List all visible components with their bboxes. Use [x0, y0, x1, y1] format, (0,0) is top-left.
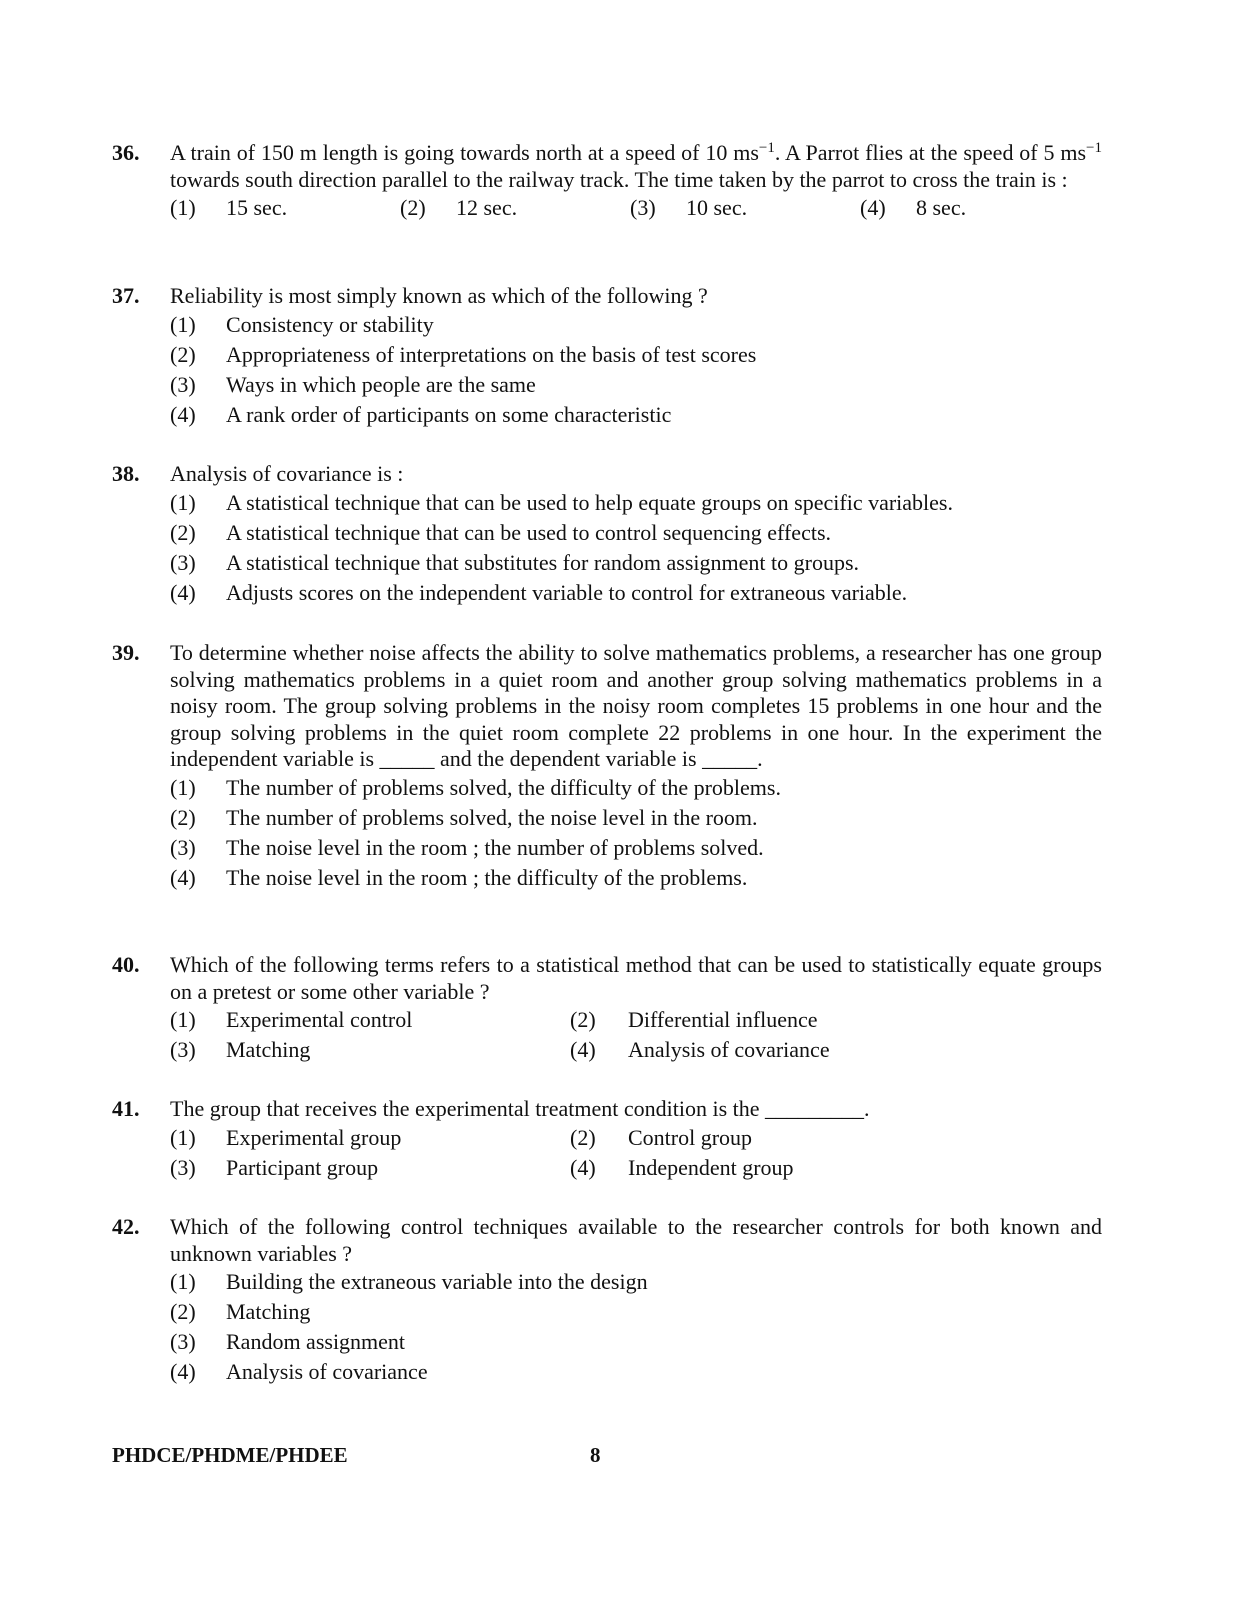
- option: (2) Appropriateness of interpretations on the basis of test scores: [170, 341, 757, 367]
- option: (1) Consistency or stability: [170, 311, 434, 337]
- option-text: Matching: [226, 1037, 311, 1062]
- question-38: [112, 461, 1102, 608]
- option: (1) The number of problems solved, the difficulty of the problems.: [170, 774, 781, 800]
- option: (1) A statistical technique that can be used to help equate groups on specific variables.: [170, 489, 953, 515]
- option-number: (3): [170, 1037, 196, 1062]
- option-number: (1): [170, 195, 196, 220]
- question-39: [112, 640, 1102, 893]
- question-40: [112, 952, 1102, 1065]
- option: (4) Adjusts scores on the independent variable to control for extraneous variable.: [170, 579, 908, 605]
- options-row: [170, 1005, 1102, 1035]
- question-36: [112, 140, 1102, 223]
- options-row: [170, 193, 1102, 223]
- question-number: 38.: [112, 461, 140, 486]
- option: (2) Matching: [170, 1299, 311, 1324]
- paper-code: PHDCE/PHDME/PHDEE: [112, 1443, 348, 1467]
- option-text: Analysis of covariance: [628, 1037, 830, 1062]
- question-text: To determine whether noise affects the ability to solve mathematics problems, a researcher has one group solving mathematics problems in a quiet room and another group solving mathematics problems in a noisy room. The group solving problems in the noisy room completes 15 problems in one hour and the group solving problems in the quiet room complete 22 problems in one hour. In the experiment the independent variable is _____ and the dependent variable is _____.: [170, 640, 1102, 771]
- question-42: [112, 1214, 1102, 1387]
- option-number: (4): [570, 1154, 596, 1180]
- option-number: (4): [860, 195, 886, 220]
- option: (3) A statistical technique that substitutes for random assignment to groups.: [170, 549, 860, 575]
- option-text: 15 sec.: [226, 195, 288, 220]
- option-text: 12 sec.: [456, 195, 518, 220]
- question-number: 36.: [112, 140, 140, 165]
- page-number: 8: [590, 1443, 601, 1467]
- question-number: 41.: [112, 1096, 140, 1121]
- option: (1) Building the extraneous variable into the design: [170, 1269, 648, 1294]
- option-text: Control group: [628, 1124, 753, 1150]
- option-number: (1): [170, 1007, 196, 1032]
- option-text: 8 sec.: [916, 195, 967, 220]
- question-number: 42.: [112, 1214, 140, 1239]
- question-text: The group that receives the experimental treatment condition is the _________.: [170, 1096, 870, 1121]
- question-number: 40.: [112, 952, 140, 977]
- option-text: Experimental group: [226, 1124, 402, 1150]
- option-number: (2): [570, 1124, 596, 1150]
- question-text: Reliability is most simply known as which of the following ?: [170, 283, 708, 308]
- question-text: Which of the following control techniques available to the researcher controls for both known and unknown variables ?: [170, 1214, 1102, 1266]
- options-row: [170, 1123, 1102, 1153]
- question-number: 39.: [112, 640, 140, 665]
- options-row: [170, 1153, 1102, 1183]
- question-number: 37.: [112, 283, 140, 308]
- option: (3) Random assignment: [170, 1329, 406, 1354]
- question-text: A train of 150 m length is going towards north at a speed of 10 $ms^{-1}$. A Parrot flies at the speed of 5 $ms^{-1}$ towards south direction parallel to the railway track. The time taken by the parrot to cross the train is :: [170, 140, 1102, 192]
- option: (2) A statistical technique that can be used to control sequencing effects.: [170, 519, 832, 545]
- option: (3) The noise level in the room ; the number of problems solved.: [170, 834, 764, 860]
- option-number: (2): [570, 1007, 596, 1032]
- option-number: (4): [570, 1037, 596, 1062]
- question-text: Analysis of covariance is :: [170, 461, 404, 486]
- option: (4) Analysis of covariance: [170, 1359, 428, 1384]
- option-text: Experimental control: [226, 1007, 413, 1032]
- option-number: (3): [630, 195, 656, 220]
- option-number: (2): [400, 195, 426, 220]
- options-row: [170, 1035, 1102, 1065]
- question-text: Which of the following terms refers to a statistical method that can be used to statistically equate groups on a pretest or some other variable ?: [170, 952, 1102, 1004]
- option-text: Independent group: [628, 1154, 794, 1180]
- option-number: (3): [170, 1154, 196, 1180]
- option: (4) A rank order of participants on some characteristic: [170, 401, 672, 427]
- option-text: 10 sec.: [686, 195, 748, 220]
- option: (4) The noise level in the room ; the difficulty of the problems.: [170, 864, 748, 890]
- question-41: [112, 1096, 1102, 1183]
- option-text: Participant group: [226, 1154, 379, 1180]
- option-number: (1): [170, 1124, 196, 1150]
- option: (3) Ways in which people are the same: [170, 371, 536, 397]
- option-text: Differential influence: [628, 1007, 818, 1032]
- option: (2) The number of problems solved, the noise level in the room.: [170, 804, 758, 830]
- question-37: [112, 283, 1102, 430]
